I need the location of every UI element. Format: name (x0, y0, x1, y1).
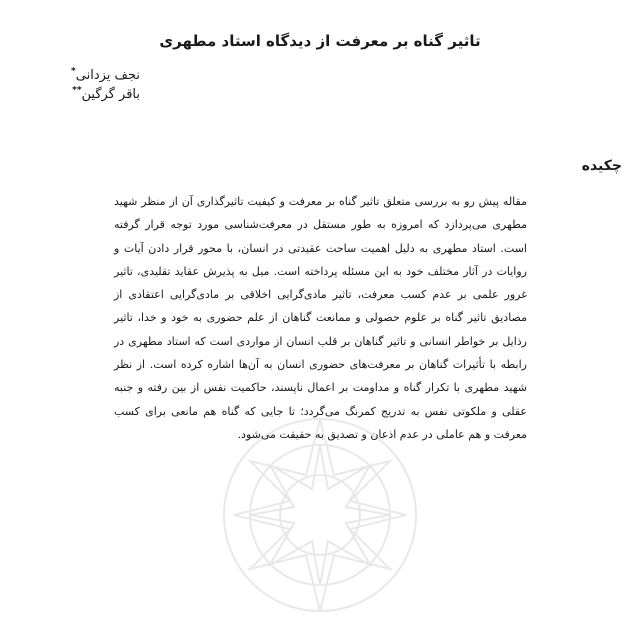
author-2-name: باقر گرگین (81, 87, 140, 102)
paper-title: تاثیر گناه بر معرفت از دیدگاه استاد مطهری (159, 32, 481, 50)
author-1-name: نجف یزدانی (75, 68, 140, 83)
author-list (71, 66, 140, 104)
author-1-footnote-mark: * (71, 66, 76, 77)
abstract-heading: چکیده (581, 158, 622, 174)
abstract-text: مقاله پیش رو به بررسی متعلق تاثیر گناه بر معرفت و کیفیت تاثیرگذاری آن از منظر شهید مطهری می‌پردازد که امروزه به طور مستقل در معرفت‌شناسی مورد توجه قرار گرفته است. استاد مطهری به دلیل اهمیت ساحت عقیدتی در انسان، با محور قرار دادن آیات و روایات در آثار مختلف خود به این مسئله پرداخته است. میل به پذیرش عقاید تقلیدی، تاثیر غرور علمی بر عدم کسب معرفت، تاثیر مادی‌گرایی اخلاقی بر مادی‌گرایی اعتقادی از مصادیق تاثیر گناه بر علوم حصولی و ممانعت گناهان از علم حضوری به خود و خدا، تاثیر رذایل بر خواطر انسانی و تاثیر گناهان بر قلب انسان از مواردی است که استاد مطهری در رابطه با تأثیرات گناهان بر معرفت‌های حضوری انسان به آن‌ها اشاره کرده است. از نظر شهید مطهری با تکرار گناه و مداومت بر اعمال ناپسند، حاکمیت نفس از بین رفته و جنبه عقلی و ملکوتی نفس به تدریج کمرنگ می‌گردد؛ تا جایی که گناه هم مانعی برای کسب معرفت و هم عاملی در عدم اذعان و تصدیق به حقیقت می‌شود. (114, 195, 527, 441)
author-2-footnote-mark: ** (72, 85, 82, 96)
author-1 (71, 66, 140, 85)
author-2 (71, 85, 140, 104)
